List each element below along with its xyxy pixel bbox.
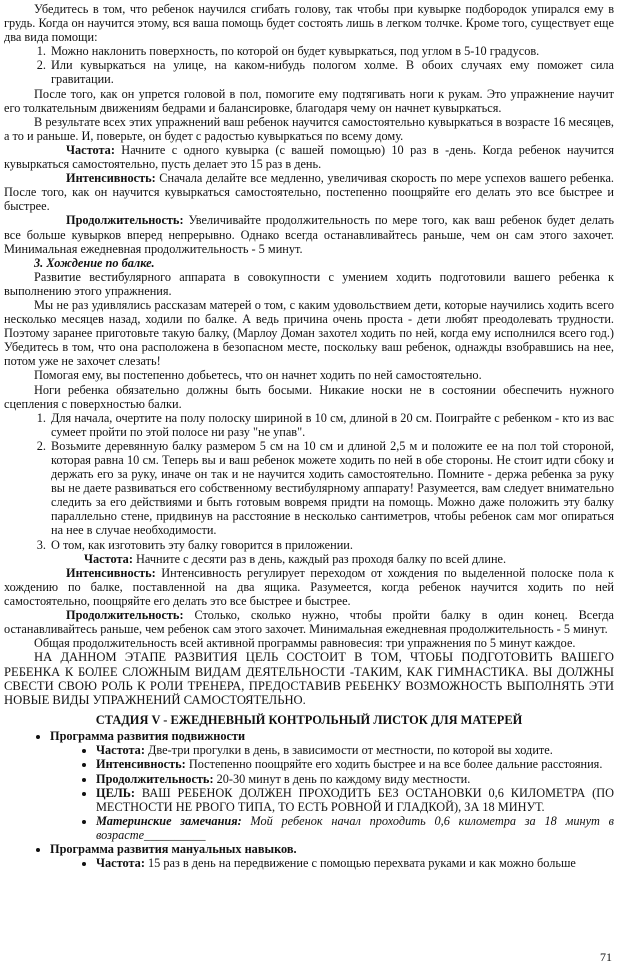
intensity-text: Сначала делайте все медленно, увеличивая скорость по мере успехов вашего ребенка. После того, как он научится кувыркаться самостоятельно, постепенно поощряйте его делать это все быстрее и быстрее.: [4, 171, 614, 214]
duration-paragraph-1: [4, 213, 614, 255]
checklist: [4, 729, 614, 870]
intensity-text: Постепенно поощряйте его ходить быстрее и на все более дальние расстояния.: [185, 757, 603, 772]
stage-title: СТАДИЯ V - ЕЖЕДНЕВНЫЙ КОНТРОЛЬНЫЙ ЛИСТОК ДЛЯ МАТЕРЕЙ: [95, 713, 523, 728]
detail-item: [96, 814, 614, 842]
section-3-title: 3. Хождение по балке.: [34, 255, 155, 270]
help-methods-list: [4, 44, 614, 86]
document-page: [4, 2, 614, 870]
list-item: 2. Или кувыркаться на улице, на каком-нибудь пологом холме. В обоих случаях ему поможет сила гравитации.: [49, 58, 614, 86]
section-heading: [4, 256, 614, 270]
frequency-paragraph-2: [4, 552, 614, 566]
intensity-label: Интенсивность:: [66, 171, 156, 186]
paragraph-barefoot: Ноги ребенка обязательно должны быть босыми. Никакие носки не в состоянии обеспечить нужного сцепления с поверхностью балки.: [4, 382, 614, 411]
paragraph-intro: Убедитесь в том, что ребенок научился сгибать голову, так чтобы при кувырке подбородок упирался ему в грудь. Когда он научится этому, вся ваша помощь будет состоять лишь в легком толчке. Кроме того, существует еще два вида помощи:: [4, 2, 614, 45]
program-manual: [50, 842, 614, 870]
paragraph-mothers: Мы не раз удивлялись рассказам матерей о том, с каким удовольствием дети, которые научились ходить всего несколько месяцев назад, ходили по балке. А ведь причина очень проста - дети любят преодолевать трудности. Поэтому заранее приготовьте такую балку, (Марлоу Доман захотел ходить по ней, когда ему исполнился всего год.) Убедитесь в том, что она расположена в безопасном месте, поскольку ваш ребенок, однажды взобравшись на нее, потом уже не захочет слезать!: [4, 297, 614, 369]
paragraph-vestibular: Развитие вестибулярного аппарата в совокупности с умением ходить подготовили вашего ребенка к выполнению этого упражнения.: [4, 269, 614, 298]
notes-text: Мой ребенок начал проходить 0,6 километра за 18 минут в возрасте__________: [96, 813, 614, 842]
paragraph-legs: После того, как он упрется головой в пол, помогите ему подтягивать ноги к рукам. Это упражнение научит его толкательным движениям бедрами и балансировке, благодаря чему он начнет кувыркаться.: [4, 86, 614, 115]
list-item: 1. Можно наклонить поверхность, по которой он будет кувыркаться, под углом в 5-10 градусов.: [49, 44, 614, 58]
goal-text: ВАШ РЕБЕНОК ДОЛЖЕН ПРОХОДИТЬ БЕЗ ОСТАНОВКИ 0,6 КИЛОМЕТРА (ПО МЕСТНОСТИ НЕ РВОГО ТИПА, ТО ЕСТЬ РОВНОЙ И ГЛАДКОЙ), ЗА 18 МИНУТ.: [96, 785, 614, 814]
beam-steps-list: [4, 411, 614, 552]
frequency-label: Частота:: [84, 551, 133, 566]
caps-paragraph: НА ДАННОМ ЭТАПЕ РАЗВИТИЯ ЦЕЛЬ СОСТОИТ В ТОМ, ЧТОБЫ ПОДГОТОВИТЬ ВАШЕГО РЕБЕНКА К БОЛЕЕ СЛОЖНЫМ ВИДАМ ДЕЯТЕЛЬНОСТИ -ТАКИМ, КАК ГИМНАСТИКА. ВЫ ДОЛЖНЫ СВЕСТИ СВОЮ РОЛЬ К РОЛИ ТРЕНЕРА, ПРЕДОСТАВИВ РЕБЕНКУ ВОЗМОЖНОСТЬ ВЫПОЛНЯТЬ ЭТИ НОВЫЕ ВИДЫ УПРАЖНЕНИЙ САМОСТОЯТЕЛЬНО.: [4, 650, 614, 707]
intensity-paragraph-1: [4, 171, 614, 213]
frequency-label: Частота:: [96, 856, 145, 871]
notes-label: Материнские замечания:: [96, 813, 242, 828]
paragraph-result: В результате всех этих упражнений ваш ребенок научится самостоятельно кувыркаться в возрасте 16 месяцев, а то и раньше. И, поверьте, он будет с радостью кувыркаться по всему дому.: [4, 114, 614, 143]
duration-label: Продолжительность:: [96, 771, 214, 786]
detail-item: [96, 856, 614, 870]
program-title: Программа развития мануальных навыков.: [50, 841, 297, 856]
frequency-text: Две-три прогулки в день, в зависимости от местности, по которой вы ходите.: [144, 743, 553, 758]
program-mobility: [50, 729, 614, 842]
duration-label: Продолжительность:: [66, 213, 184, 228]
duration-text: Столько, сколько нужно, чтобы пройти балку в один конец. Всегда останавливайтесь раньше, чем ребенок сам этого захочет. Минимальная ежедневная продолжительность - 5 минут.: [4, 608, 614, 637]
duration-text: Увеличивайте продолжительность по мере того, как ваш ребенок будет делать все больше кувырков вперед непрерывно. Однако всегда останавливайтесь раньше, чем он сам этого захочет. Минимальная ежедневная продолжительность - 5 минут.: [4, 213, 614, 256]
detail-item: [96, 786, 614, 814]
paragraph-total: Общая продолжительность всей активной программы равновесия: три упражнения по 5 минут каждое.: [34, 636, 576, 651]
frequency-text: 15 раз в день на передвижение с помощью перехвата руками и как можно больше: [144, 856, 576, 871]
duration-paragraph-2: [4, 608, 614, 636]
frequency-label: Частота:: [96, 743, 145, 758]
intensity-text: Интенсивность регулирует переходом от хождения по выделенной полоске пола к хождению по балке, поставленной на два ящика. Разумеется, когда ребенок научится ходить по ней самостоятельно, поощряйте его делать это все быстрее и быстрее.: [4, 565, 614, 608]
intensity-label: Интенсивность:: [66, 565, 156, 580]
list-item: 2. Возьмите деревянную балку размером 5 см на 10 см и длиной 2,5 м и положите ее на пол той стороной, которая равна 10 см. Теперь вы и ваш ребенок можете ходить по ней в обе стороны. Не стоит идти сбоку и держать его за руку, иначе он так и не научится ходить самостоятельно. Помните - держа ребенка за руку вы не даете развиваться его собственному вестибулярному аппарату! Разумеется, вам следует внимательно следить за его действиями и быть готовым вовремя придти на помощь. Можно даже положить эту балку параллельно стене, придвинув на расстояние в несколько сантиметров, чтобы ребенок сам мог опираться на нее в случае необходимости.: [49, 439, 614, 538]
program-details: [50, 743, 614, 842]
frequency-label: Частота:: [66, 142, 115, 157]
paragraph-helping: Помогая ему, вы постепенно добьетесь, что он начнет ходить по ней самостоятельно.: [34, 368, 482, 383]
frequency-text: Начните с десяти раз в день, каждый раз проходя балку по всей длине.: [132, 551, 507, 566]
detail-item: [96, 772, 614, 786]
program-title: Программа развития подвижности: [50, 729, 246, 744]
goal-label: ЦЕЛЬ:: [96, 785, 135, 800]
detail-item: [96, 743, 614, 757]
intensity-paragraph-2: [4, 566, 614, 608]
list-item: 3. О том, как изготовить эту балку говорится в приложении.: [49, 538, 614, 552]
intensity-label: Интенсивность:: [96, 757, 186, 772]
detail-item: [96, 757, 614, 771]
duration-label: Продолжительность:: [66, 608, 184, 623]
frequency-paragraph-1: [4, 143, 614, 171]
frequency-text: Начните с одного кувырка (с вашей помощью) 10 раз в -день. Когда ребенок научится кувыркаться самостоятельно, пусть делает это 15 раз в день.: [4, 142, 614, 172]
page-number: 71: [600, 950, 612, 964]
program-details: [50, 856, 614, 870]
list-item: 1. Для начала, очертите на полу полоску шириной в 10 см, длиной в 20 см. Поиграйте с ребенком - кто из вас сумеет пройти по этой полосе ни разу "не упав".: [49, 411, 614, 439]
duration-text: 20-30 минут в день по каждому виду местности.: [213, 771, 471, 786]
